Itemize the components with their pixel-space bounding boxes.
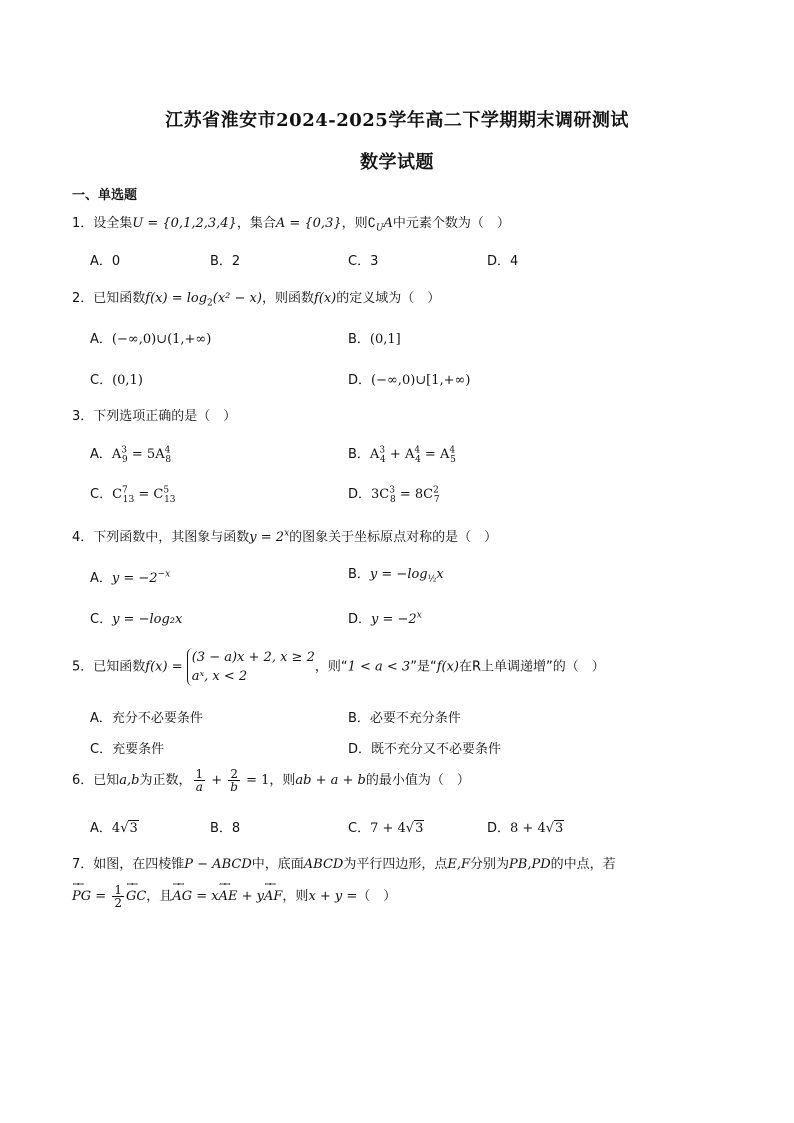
q4-option-b-base: ½ bbox=[427, 574, 437, 585]
q6-option-a[interactable] bbox=[90, 817, 139, 836]
q1-complement: ∁ bbox=[367, 216, 376, 231]
q6-option-d-math: 8 + 4 bbox=[510, 821, 546, 836]
page-subtitle: 数学试题 bbox=[360, 152, 434, 173]
q7-half-den: 2 bbox=[114, 896, 122, 910]
q6-option-d-sqrt-icon: √ bbox=[545, 821, 555, 836]
q3-option-d[interactable] bbox=[348, 483, 440, 505]
q5-piecewise bbox=[187, 648, 315, 686]
q6-expression: ab + a + b bbox=[295, 773, 366, 788]
q5-text-d: 在R上单调递增”的（ ） bbox=[458, 659, 605, 675]
question-3-stem: 3．下列选项正确的是（ ） bbox=[72, 409, 237, 424]
question-5-stem bbox=[72, 648, 605, 686]
q3-option-b-math: $A^3_4 + A^4_4 = A^4_5$ bbox=[369, 445, 456, 465]
q6-option-c-label: C． bbox=[348, 821, 371, 836]
q2-option-b[interactable] bbox=[348, 328, 401, 347]
q2-log-base: 2 bbox=[207, 298, 213, 309]
q2-option-c[interactable] bbox=[90, 369, 143, 388]
q6-vars: a,b bbox=[119, 773, 140, 788]
q4-option-c-math: y = −log₂x bbox=[112, 612, 183, 627]
q3-option-a-math: $A^3_9 = 5A^4_8$ bbox=[111, 445, 172, 465]
q7-vector-ag: ꟷꟷ AG bbox=[172, 889, 192, 904]
q2-option-d-label: D． bbox=[348, 373, 372, 388]
q1-set-a: A = {0,3} bbox=[275, 216, 342, 231]
q6-fraction-1-den: a bbox=[195, 780, 203, 794]
q6-option-b[interactable]: B．8 bbox=[210, 821, 241, 836]
q5-text-b: ，则“ bbox=[314, 659, 348, 675]
q6-option-a-sqrt-icon: √ bbox=[120, 821, 129, 836]
q4-option-b-x: x bbox=[436, 567, 444, 582]
q7-text-e: 的中点，若 bbox=[550, 857, 616, 872]
q2-option-a[interactable] bbox=[90, 328, 211, 347]
q6-fraction-2 bbox=[228, 768, 240, 793]
q4-option-c[interactable] bbox=[90, 608, 182, 627]
q7-vector-ae: ꟷꟷ AE bbox=[219, 889, 238, 904]
q6-option-a-radicand: 3 bbox=[129, 821, 138, 836]
q2-option-d[interactable] bbox=[348, 369, 470, 388]
q6-option-d-label: D． bbox=[487, 821, 511, 836]
question-1-stem bbox=[72, 212, 510, 234]
q7-points: E,F bbox=[447, 857, 470, 872]
q5-condition: 1 < a < 3 bbox=[347, 659, 411, 675]
q1-option-a[interactable]: A．0 bbox=[90, 254, 121, 269]
q5-option-b[interactable]: B．必要不充分条件 bbox=[348, 711, 461, 726]
q2-text-b: ，则函数 bbox=[261, 291, 314, 306]
q6-option-c-radicand: 3 bbox=[415, 821, 424, 836]
q7-text-f: ，且 bbox=[146, 889, 173, 904]
q3-option-b[interactable] bbox=[348, 443, 456, 465]
q2-text-a: 2．已知函数 bbox=[72, 291, 146, 306]
q4-option-b[interactable] bbox=[348, 563, 444, 585]
q3-option-c-label: C． bbox=[90, 487, 113, 502]
q4-option-a-math: y = −2 bbox=[111, 571, 158, 586]
q4-option-b-math: y = −log bbox=[369, 567, 428, 582]
q6-option-a-label: A． bbox=[90, 821, 112, 836]
q7-text-g: ，则 bbox=[282, 889, 309, 904]
q6-text-c: ，则 bbox=[269, 773, 296, 788]
q5-option-a[interactable]: A．充分不必要条件 bbox=[90, 711, 203, 726]
q3-option-a-label: A． bbox=[90, 447, 112, 462]
q7-vector-gc: ꟷꟷ GC bbox=[126, 889, 146, 904]
q7-text-a: 7．如图，在四棱锥 bbox=[72, 857, 185, 872]
q7-text-h: （ ） bbox=[357, 889, 397, 904]
q3-option-c[interactable] bbox=[90, 483, 176, 505]
q2-function: f(x) = log bbox=[145, 291, 208, 306]
q4-option-a-label: A． bbox=[90, 571, 112, 586]
q6-option-d-radicand: 3 bbox=[555, 821, 564, 836]
q6-option-c-math: 7 + 4 bbox=[370, 821, 406, 836]
q7-text-c: 为平行四边形，点 bbox=[343, 857, 448, 872]
q3-option-d-label: D． bbox=[348, 487, 372, 502]
q3-option-d-math: $3C^3_8 = 8C^2_7$ bbox=[371, 485, 440, 505]
q1-text-d: 中元素个数为（ ） bbox=[392, 216, 510, 231]
q5-function-ref: f(x) bbox=[436, 659, 459, 675]
q5-text-a: 5．已知函数 bbox=[72, 659, 146, 675]
q6-option-c[interactable] bbox=[348, 817, 424, 836]
q4-text-b: 的图象关于坐标原点对称的是（ ） bbox=[289, 530, 498, 545]
q6-option-a-math: 4 bbox=[111, 821, 121, 836]
q1-option-d[interactable]: D．4 bbox=[487, 254, 519, 269]
q5-text-c: ”是“ bbox=[410, 659, 437, 675]
q2-option-b-math: (0,1] bbox=[369, 332, 401, 347]
question-6-stem bbox=[72, 768, 470, 793]
q2-option-d-math: (−∞,0)∪[1,+∞) bbox=[371, 373, 471, 388]
q7-base: ABCD bbox=[303, 857, 344, 872]
q2-option-b-label: B． bbox=[348, 332, 370, 347]
q7-half bbox=[112, 884, 124, 909]
question-2-stem bbox=[72, 287, 440, 309]
q1-set-u: U = {0,1,2,3,4} bbox=[132, 216, 237, 231]
q5-function: f(x) = bbox=[145, 659, 183, 675]
q2-option-a-math: (−∞,0)∪(1,+∞) bbox=[111, 332, 212, 347]
q4-text-a: 4．下列函数中，其图象与函数 bbox=[72, 530, 250, 545]
q2-text-c: 的定义域为（ ） bbox=[336, 291, 441, 306]
q7-vector-af: ꟷꟷ AF bbox=[264, 889, 282, 904]
q5-option-c[interactable]: C．充要条件 bbox=[90, 742, 165, 757]
q4-option-a[interactable] bbox=[90, 567, 170, 586]
q7-sum: x + y = bbox=[308, 889, 358, 904]
section-heading: 一、单选题 bbox=[72, 188, 138, 203]
q7-pyramid: P − ABCD bbox=[184, 857, 252, 872]
q2-option-a-label: A． bbox=[90, 332, 112, 347]
q6-equals: = 1 bbox=[241, 773, 270, 788]
q3-option-c-math: $C^7_{13} = C^5_{13}$ bbox=[112, 485, 176, 505]
q6-text-d: 的最小值为（ ） bbox=[365, 773, 470, 788]
q1-complement-a: A bbox=[383, 216, 393, 231]
page-title: 江苏省淮安市2024-2025学年高二下学期期末调研测试 bbox=[165, 110, 629, 131]
q6-plus: + bbox=[207, 773, 227, 788]
q1-complement-u: U bbox=[375, 223, 384, 234]
q2-option-c-math: (0,1) bbox=[112, 373, 143, 388]
q1-text-c: ，则 bbox=[341, 216, 368, 231]
q4-option-c-label: C． bbox=[90, 612, 113, 627]
q4-option-b-label: B． bbox=[348, 567, 370, 582]
q6-text-b: 为正数， bbox=[139, 773, 192, 788]
q6-fraction-1 bbox=[194, 768, 206, 793]
q7-edges: PB,PD bbox=[509, 857, 551, 872]
q1-text-a: 1．设全集 bbox=[72, 216, 133, 231]
q2-function-ref: f(x) bbox=[313, 291, 337, 306]
q7-plus: + y bbox=[237, 889, 264, 904]
q7-equals-1: = bbox=[91, 889, 111, 904]
q2-log-arg: (x² − x) bbox=[212, 291, 262, 306]
question-7-stem-line-2 bbox=[72, 884, 396, 909]
q6-fraction-2-num: 2 bbox=[230, 767, 238, 781]
q7-text-d: 分别为 bbox=[470, 857, 510, 872]
q6-fraction-2-den: b bbox=[230, 780, 238, 794]
q4-option-d-exp: x bbox=[416, 610, 422, 621]
q4-function-exp: x bbox=[284, 528, 290, 539]
q5-option-d[interactable]: D．既不充分又不必要条件 bbox=[348, 742, 502, 757]
q7-equals-2: = x bbox=[192, 889, 219, 904]
q1-text-b: ，集合 bbox=[236, 216, 276, 231]
q2-option-c-label: C． bbox=[90, 373, 113, 388]
question-7-stem bbox=[72, 853, 616, 872]
q6-text-a: 6．已知 bbox=[72, 773, 120, 788]
q4-option-d[interactable] bbox=[348, 608, 422, 627]
q3-option-b-label: B． bbox=[348, 447, 370, 462]
question-4-stem bbox=[72, 526, 497, 545]
q6-option-c-sqrt-icon: √ bbox=[405, 821, 415, 836]
q7-vector-pg: ꟷꟷ PG bbox=[72, 889, 91, 904]
q7-text-b: 中，底面 bbox=[251, 857, 304, 872]
q4-option-a-exp: −x bbox=[157, 569, 171, 580]
q3-option-a[interactable] bbox=[90, 443, 171, 465]
q6-fraction-1-num: 1 bbox=[195, 767, 204, 781]
q4-option-d-math: y = −2 bbox=[371, 612, 417, 627]
q5-case-2: aˣ, x < 2 bbox=[191, 669, 248, 684]
q1-option-c[interactable]: C．3 bbox=[348, 254, 379, 269]
q1-option-b[interactable]: B．2 bbox=[210, 254, 241, 269]
q5-case-1: (3 − a)x + 2, x ≥ 2 bbox=[191, 650, 315, 665]
q6-option-d[interactable] bbox=[487, 817, 564, 836]
q7-half-num: 1 bbox=[114, 883, 122, 897]
q4-function: y = 2 bbox=[249, 530, 285, 545]
q4-option-d-label: D． bbox=[348, 612, 372, 627]
